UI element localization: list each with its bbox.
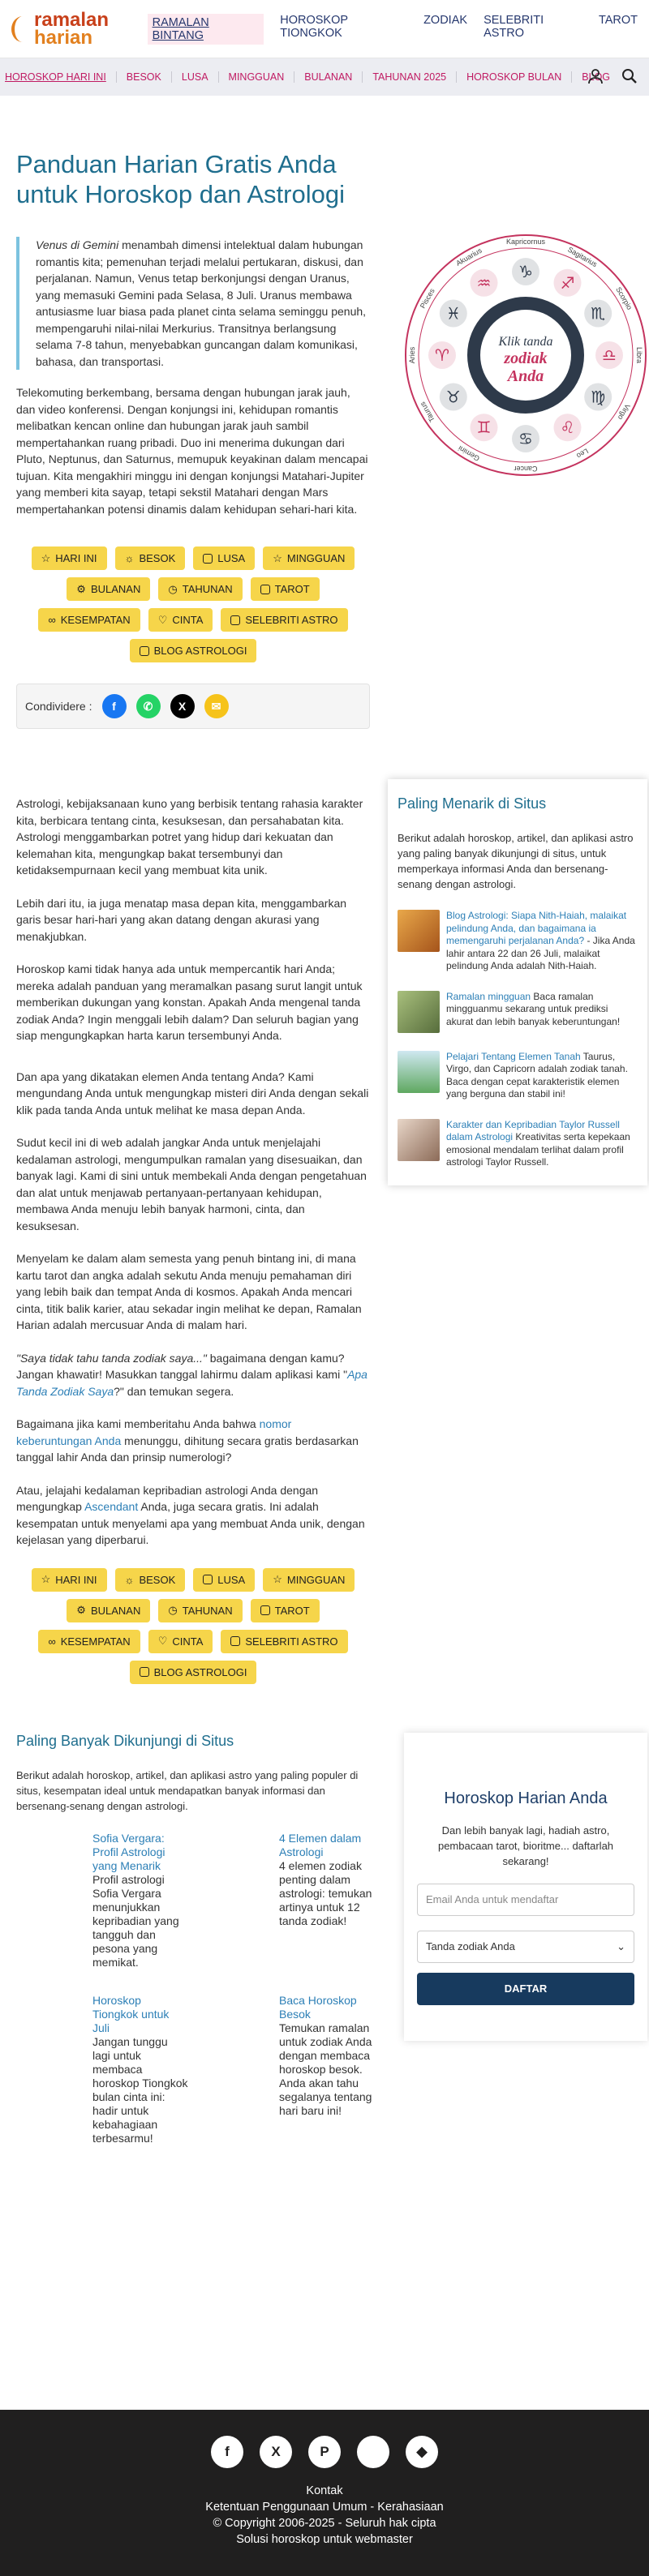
article-thumbnail: [398, 910, 440, 952]
intro-paragraph: Telekomuting berkembang, bersama dengan hubungan jarak jauh, dan video konferensi. Dengan konjungsi ini, kehidupan romantis melibatkan kencan online dan hubungan jarak jauh sambil mempertahankan ruang pribadi. Duo ini menerima dukungan dari Pluto, Neptunus, dan Saturnus, memupuk keyakinan dalam mencapai tujuan. Kita mengakhiri minggu ini dengan konjungsi Matahari-Jupiter yang memberi kita sayap, tetapi sekstil Matahari dengan Mars mempertahankan potensi dinamis dalam kehidupan sehari-hari kita.: [16, 386, 368, 516]
article-paragraph: [16, 1482, 370, 1549]
article-paragraph: [16, 1350, 370, 1400]
article-paragraph: Astrologi, kebijaksanaan kuno yang berbisik tentang rahasia karakter kita, berbicara tentang cinta, kesuksesan, dan persahabatan kita. Astrologi menggambarkan potret yang hidup dari kekuatan dan kelemahan kita, mengungkap bakat tersembunyi dan ketidaksempurnaan kecil yang membuat kita unik.: [16, 797, 363, 877]
article-link[interactable]: Ramalan mingguan: [446, 990, 531, 1002]
tag-group-bottom: [16, 1568, 370, 1684]
intro-quote: [16, 237, 370, 370]
tag-tahunan[interactable]: [158, 577, 242, 601]
tag-label: SELEBRITI ASTRO: [245, 1635, 338, 1648]
card-icon: [203, 554, 213, 564]
email-share-icon[interactable]: ✉: [204, 694, 229, 718]
visited-desc: Profil astrologi Sofia Vergara menunjukkan kepribadian yang tangguh dan pesona yang memikat.: [92, 1872, 179, 1969]
subnav-tahunan[interactable]: TAHUNAN 2025: [363, 71, 457, 83]
blog-icon: [140, 1667, 149, 1677]
sidebar-article[interactable]: [398, 1051, 638, 1101]
site-logo[interactable]: [11, 8, 130, 49]
article-desc: - Jika Anda lahir antara 22 dan 26 Juli, malaikat pelindung Anda adalah Nith-Haiah.: [446, 935, 635, 971]
tag-label: CINTA: [172, 614, 204, 626]
sub-nav: [0, 58, 649, 96]
tag-bulanan[interactable]: [67, 577, 150, 601]
nav-tarot[interactable]: TAROT: [598, 13, 638, 27]
star-icon: ☆: [41, 1573, 51, 1585]
tag-label: BLOG ASTROLOGI: [153, 1665, 247, 1678]
tag-tarot[interactable]: [251, 577, 320, 601]
zodiac-glyph-icon: ♌: [560, 418, 575, 438]
sun-icon: ☼: [124, 1573, 135, 1586]
logo-top: ramalan: [34, 8, 110, 31]
x-share-icon[interactable]: X: [170, 694, 195, 718]
tag-selebriti-astro[interactable]: [221, 1630, 347, 1653]
clock-icon: ◷: [168, 1604, 178, 1616]
wheel-sign-label[interactable]: Gemini: [457, 444, 481, 463]
tag-label: SELEBRITI ASTRO: [245, 614, 338, 626]
subnav-horoskop-hari-ini[interactable]: HOROSKOP HARI INI: [3, 71, 117, 83]
text: Bagaimana jika kami memberitahu Anda bahwa: [16, 1417, 260, 1430]
tag-selebriti-astro[interactable]: [221, 608, 347, 632]
footer-contact-link[interactable]: Kontak: [306, 2484, 343, 2497]
zodiac-app-link[interactable]: Apa Tanda Zodiak Saya: [16, 1368, 367, 1398]
wheel-sign-label[interactable]: Sagitarius: [566, 245, 599, 269]
tag-label: CINTA: [172, 1635, 204, 1648]
tag-label: BESOK: [139, 552, 176, 564]
sidebar-article[interactable]: [398, 910, 638, 973]
page-title: Panduan Harian Gratis Anda untuk Horoskop dan Astrologi: [16, 150, 345, 208]
quote-text: menambah dimensi intelektual dalam hubungan romantis kita; pemenuhan terjadi melalui pertukaran, diskusi, dan perjalanan. Namun, Venus tetap berkonjungsi dengan Uranus, yang memasuki Gemini pada Selasa, 8 Juli. Uranus membawa antusiasme luar biasa pada planet cinta selama seminggu penuh, mempengaruhi nilai-nilai Merkurius. Transitnya berlangsung selama 7-8 tahun, menyebabkan guncangan dalam komunikasi, bahasa, dan transportasi.: [36, 238, 367, 368]
tag-tahunan[interactable]: [158, 1599, 242, 1622]
nav-selebriti-astro[interactable]: SELEBRITI ASTRO: [484, 13, 544, 40]
blog-icon: [140, 646, 149, 656]
gear-icon: ⚙: [76, 582, 86, 595]
article-link[interactable]: Blog Astrologi: Siapa Nith-Haiah, malaikat pelindung Anda, dan bagaimana ia memengaruhi perjalanan Anda?: [446, 910, 627, 946]
text: bagaimana dengan kamu? Jangan khawatir! Masukkan tanggal lahirmu dalam aplikasi kami ": [16, 1351, 348, 1381]
tag-kesempatan[interactable]: [38, 1630, 140, 1653]
heart-icon: ♡: [157, 1635, 168, 1647]
wheel-sign-label[interactable]: Aries: [408, 346, 416, 364]
star-card-icon: [230, 615, 240, 625]
tag-besok[interactable]: [115, 546, 186, 570]
subnav-blog[interactable]: BLOG: [582, 71, 611, 83]
logo-bottom: harian: [34, 26, 93, 49]
tag-label: MINGGUAN: [286, 1573, 346, 1586]
zodiac-glyph-icon: ♉: [445, 387, 461, 407]
tag-label: MINGGUAN: [286, 552, 346, 564]
star-icon: ☆: [273, 1573, 282, 1585]
zodiac-glyph-icon: ♒: [476, 272, 492, 293]
visited-desc: Jangan tunggu lagi untuk membaca horoskop Tiongkok bulan cinta ini: hadir untuk kebahagiaan terbesarmu!: [92, 2034, 188, 2145]
zodiac-glyph-icon: ♈: [435, 345, 449, 365]
article-desc: Kreativitas serta kepekaan emosional mendalam terlihat dalam profil astrologi Taylor Russell.: [446, 1131, 630, 1168]
tag-besok[interactable]: [115, 1568, 186, 1592]
tag-cinta[interactable]: [148, 608, 213, 632]
user-icon[interactable]: [587, 68, 604, 84]
subnav-bulanan[interactable]: BULANAN: [294, 71, 363, 83]
most-visited-section: [16, 1733, 633, 2145]
footer-terms-link[interactable]: Ketentuan Penggunaan Umum - Kerahasiaan: [205, 2501, 444, 2514]
sidebar-title: Paling Menarik di Situs: [398, 795, 547, 812]
zodiac-glyph-icon: ♋: [518, 429, 533, 448]
article-thumbnail: [398, 1051, 440, 1093]
text: Anda, juga secara gratis. Ini adalah kesempatan untuk menyelami apa yang membuat Anda unik, dengan kejelasan yang diperbarui.: [16, 1500, 365, 1546]
zodiac-glyph-icon: ♍: [591, 387, 606, 407]
star-card-icon: [230, 1636, 240, 1646]
visited-title: Paling Banyak Dikunjungi di Situs: [16, 1732, 234, 1749]
text: menunggu, dihitung secara gratis berdasarkan tanggal lahir Anda dan prinsip numerologi?: [16, 1434, 359, 1464]
zodiac-glyph-icon: ♐: [560, 272, 575, 293]
zodiac-glyph-icon: ♏: [591, 303, 606, 324]
tag-label: LUSA: [217, 552, 246, 564]
subnav-lusa[interactable]: LUSA: [172, 71, 219, 83]
wheel-center-line1: Klik tanda: [498, 335, 553, 349]
tag-label: KESEMPATAN: [60, 614, 131, 626]
nav-ramalan-bintang[interactable]: RAMALAN BINTANG: [148, 14, 264, 45]
wheel-sign-label[interactable]: Taurus: [418, 400, 436, 424]
wheel-sign-label[interactable]: Leo: [574, 447, 591, 461]
main-content: [0, 149, 649, 2145]
article-paragraph: Dan apa yang dikatakan elemen Anda tentang Anda? Kami mengundang Anda untuk mengungkap misteri diri Anda dengan sekali klik pada tanda Anda untuk melihat ke masa depan Anda.: [16, 1069, 369, 1117]
tag-label: BESOK: [139, 1573, 176, 1586]
tag-group-top: [16, 546, 370, 662]
visited-item[interactable]: [279, 1994, 375, 2145]
wheel-center-line2: zodiak: [504, 349, 548, 367]
x-icon[interactable]: X: [260, 2436, 292, 2468]
signup-title: Horoskop Harian Anda: [444, 1789, 608, 1807]
signup-text: Dan lebih banyak lagi, hadiah astro, pembacaan tarot, bioritme... daftarlah sekarang!: [437, 1824, 614, 1867]
top-bar: [0, 0, 649, 58]
tag-label: BULANAN: [90, 1604, 141, 1617]
wheel-sign-label[interactable]: Pisces: [418, 287, 436, 310]
visited-link[interactable]: Baca Horoskop Besok: [279, 1993, 357, 2021]
visited-desc: Temukan ramalan untuk zodiak Anda dengan membaca horoskop besok. Anda akan tahu segalanya tentang hari baru ini!: [279, 2021, 372, 2117]
cards-icon: [260, 1605, 270, 1615]
tag-tarot[interactable]: [251, 1599, 320, 1622]
zodiac-select[interactable]: [417, 1931, 634, 1963]
heart-icon: ♡: [157, 613, 168, 626]
tag-label: TAROT: [274, 583, 310, 595]
subnav-besok[interactable]: BESOK: [117, 71, 172, 83]
card-icon: [203, 1575, 213, 1584]
article-desc: Taurus, Virgo, dan Capricorn adalah zodiak tanah. Baca dengan cepat karakteristik elemen yang berguna dan stabil ini!: [446, 1050, 628, 1099]
article-link[interactable]: Pelajari Tentang Elemen Tanah: [446, 1050, 581, 1062]
tag-cinta[interactable]: [148, 1630, 213, 1653]
star-icon: ☆: [273, 551, 282, 564]
text: Atau, jelajahi kedalaman kepribadian astrologi Anda dengan mengungkap: [16, 1483, 319, 1513]
wheel-sign-label[interactable]: Virgo: [616, 402, 632, 422]
lucky-number-link[interactable]: nomor keberuntungan Anda: [16, 1417, 292, 1447]
tag-mingguan[interactable]: [263, 1568, 355, 1592]
tag-bulanan[interactable]: [67, 1599, 150, 1622]
visited-link[interactable]: Horoskop Tiongkok untuk Juli: [92, 1993, 170, 2034]
infinity-icon: ∞: [48, 1635, 56, 1648]
article-thumbnail: [398, 1119, 440, 1161]
tag-mingguan[interactable]: [263, 546, 355, 570]
visited-item[interactable]: [92, 1832, 188, 1970]
search-icon[interactable]: [621, 68, 638, 84]
tag-lusa[interactable]: [193, 546, 255, 570]
most-interesting-sidebar: [388, 779, 647, 1185]
sidebar-article[interactable]: [398, 1119, 638, 1169]
sun-icon: ☼: [124, 552, 135, 564]
tag-hari-ini[interactable]: [32, 1568, 107, 1592]
zodiac-wheel[interactable]: [404, 234, 647, 477]
visited-item[interactable]: [279, 1832, 375, 1970]
tag-label: KESEMPATAN: [60, 1635, 131, 1648]
intro-section: [16, 209, 643, 729]
star-icon: ☆: [41, 551, 51, 564]
tag-lusa[interactable]: [193, 1568, 255, 1592]
subnav-horoskop-bulan[interactable]: HOROSKOP BULAN: [457, 71, 572, 83]
article-paragraph: [16, 1416, 370, 1466]
signup-button[interactable]: DAFTAR: [417, 1973, 634, 2005]
tag-blog-astrologi[interactable]: [130, 1661, 257, 1684]
select-value: Tanda zodiak Anda: [426, 1940, 515, 1952]
email-input[interactable]: Email Anda untuk mendaftar: [417, 1884, 634, 1916]
share-bar: [16, 684, 370, 729]
tag-label: BLOG ASTROLOGI: [153, 645, 247, 657]
visited-lead: Berikut adalah horoskop, artikel, dan aplikasi astro yang paling populer di situs, kesempatan ideal untuk mendapatkan banyak informasi dan bersenang-senang dengan astrologi.: [16, 1768, 359, 1812]
chevron-down-icon: ⌄: [617, 1940, 625, 1952]
article-link[interactable]: Karakter dan Kepribadian Taylor Russell dalam Astrologi: [446, 1118, 620, 1142]
subnav-mingguan[interactable]: MINGGUAN: [219, 71, 295, 83]
footer-copyright: © Copyright 2006-2025 - Seluruh hak cipta: [213, 2517, 436, 2530]
main-nav: [148, 14, 638, 45]
pinterest-icon[interactable]: P: [308, 2436, 341, 2468]
footer-webmaster-link[interactable]: Solusi horoskop untuk webmaster: [236, 2533, 413, 2546]
nav-zodiak[interactable]: ZODIAK: [423, 13, 468, 27]
apple-icon[interactable]: [357, 2436, 389, 2468]
share-label: Condividere :: [25, 700, 92, 713]
quote-emphasis: Venus di Gemini: [36, 238, 119, 251]
quote-phrase: "Saya tidak tahu tanda zodiak saya...": [16, 1351, 207, 1365]
gear-icon: ⚙: [76, 1604, 86, 1616]
facebook-icon[interactable]: f: [211, 2436, 243, 2468]
visited-item[interactable]: [92, 1994, 188, 2145]
wheel-sign-label[interactable]: Scorpio: [614, 285, 634, 311]
sidebar-lead: Berikut adalah horoskop, artikel, dan aplikasi astro yang paling banyak dikunjungi di situs, untuk memperkaya informasi Anda dan bersenang-senang dengan astrologi.: [398, 832, 634, 890]
tag-label: TAHUNAN: [182, 583, 233, 595]
article-desc: Baca ramalan mingguanmu sekarang untuk prediksi akurat dan lebih banyak keberuntungan!: [446, 990, 621, 1027]
facebook-share-icon[interactable]: f: [102, 694, 127, 718]
article-paragraph: Menyelam ke dalam alam semesta yang penuh bintang ini, di mana kartu tarot dan angka adalah sekutu Anda menuju pemahaman diri yang lebih baik dan tempat Anda di kosmos. Apakah Anda mencari cinta, titik balik karier, atau sekadar ingin melihat ke depan, Ramalan Harian adalah mercusuar Anda di malam hari.: [16, 1252, 362, 1331]
cards-icon: [260, 585, 270, 594]
android-icon[interactable]: ◆: [406, 2436, 438, 2468]
sidebar-article[interactable]: [398, 991, 638, 1033]
article-section: [16, 795, 633, 1684]
wheel-center-line3: Anda: [507, 367, 544, 385]
tag-label: TAHUNAN: [182, 1604, 233, 1617]
tag-label: BULANAN: [90, 583, 141, 595]
visited-desc: 4 elemen zodiak penting dalam astrologi: temukan artinya untuk 12 tanda zodiak!: [279, 1858, 372, 1927]
whatsapp-share-icon[interactable]: ✆: [136, 694, 161, 718]
article-thumbnail: [398, 991, 440, 1033]
tag-label: HARI INI: [55, 552, 97, 564]
tag-label: LUSA: [217, 1573, 246, 1586]
visited-link[interactable]: 4 Elemen dalam Astrologi: [279, 1831, 362, 1858]
text: ?" dan temukan segera.: [114, 1384, 234, 1398]
tag-hari-ini[interactable]: [32, 546, 107, 570]
zodiac-glyph-icon: ♊: [476, 418, 492, 438]
wheel-sign-label[interactable]: Akuarius: [454, 246, 484, 268]
ascendant-link[interactable]: Ascendant: [84, 1500, 139, 1513]
article-paragraph: Lebih dari itu, ia juga menatap masa depan kita, menggambarkan garis besar hari-hari yang akan datang dengan akurasi yang menakjubkan.: [16, 896, 347, 943]
zodiac-glyph-icon: ♓: [445, 303, 461, 324]
tag-kesempatan[interactable]: [38, 608, 140, 632]
logo-moon-icon: [11, 13, 29, 45]
zodiac-glyph-icon: ♑: [518, 262, 533, 281]
zodiac-glyph-icon: ♎: [602, 345, 617, 365]
wheel-sign-label[interactable]: Libra: [635, 346, 643, 364]
infinity-icon: ∞: [48, 614, 56, 626]
tag-blog-astrologi[interactable]: [130, 639, 257, 662]
tag-label: HARI INI: [55, 1573, 97, 1586]
nav-horoskop-tiongkok[interactable]: HOROSKOP TIONGKOK: [280, 13, 348, 40]
visited-link[interactable]: Sofia Vergara: Profil Astrologi yang Menarik: [92, 1831, 165, 1872]
article-paragraph: Horoskop kami tidak hanya ada untuk mempercantik hari Anda; mereka adalah panduan yang meramalkan pasang surut langit untuk memberikan dukungan yang konstan. Apakah Anda mengenal tanda zodiak Anda? Ingin menggali lebih dalam? Dan seluruh bagian yang siap mengungkapkan harta karun tersembunyi Anda.: [16, 962, 363, 1042]
signup-box: [404, 1733, 647, 2041]
wheel-sign-label[interactable]: Kapricornus: [505, 238, 546, 246]
wheel-sign-label[interactable]: Cancer: [514, 465, 538, 473]
tag-label: TAROT: [274, 1604, 310, 1617]
footer: [0, 2410, 649, 2576]
article-paragraph: Sudut kecil ini di web adalah jangkar Anda untuk menjelajahi kedalaman astrologi, mengumpulkan ramalan yang disesuaikan, dan banyak lagi. Kami di sini untuk membekali Anda dengan pengetahuan dan alat untuk menjawab pertanyaan-pertanyaan kehidupan, membawa Anda menuju lebih banyak harmoni, cinta, dan kesuksesan.: [16, 1136, 367, 1232]
clock-icon: ◷: [168, 582, 178, 595]
